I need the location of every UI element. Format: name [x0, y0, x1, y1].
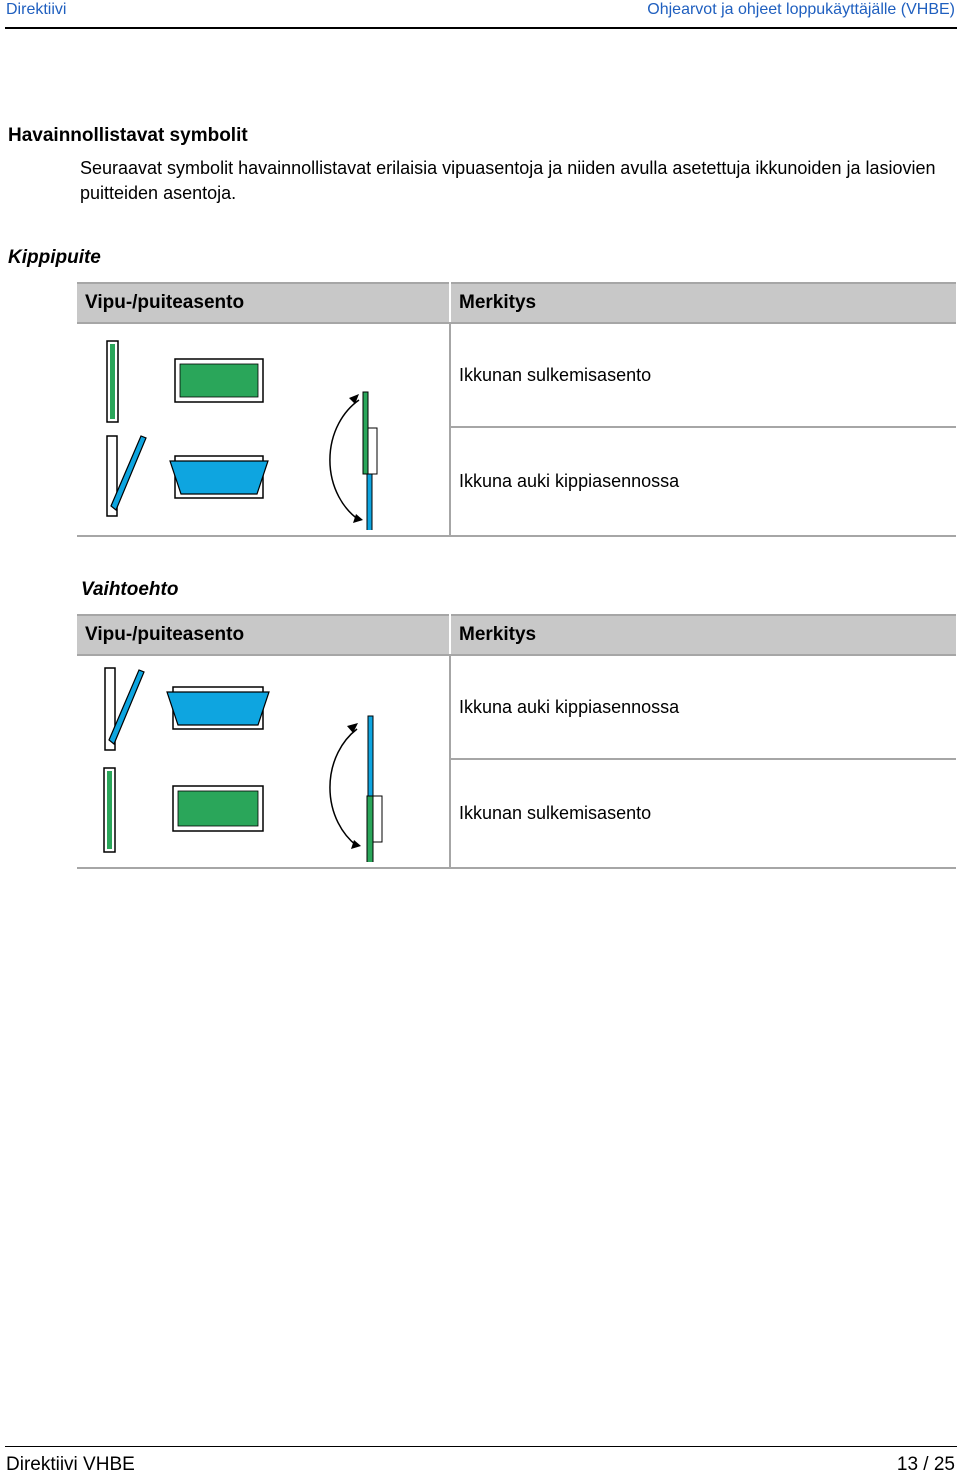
table1-col2-header: Merkitys — [450, 283, 956, 323]
footer-rule — [5, 1446, 957, 1447]
table2-title: Vaihtoehto — [81, 579, 179, 600]
window-tilted-icon — [167, 687, 269, 729]
header-doc-title: Ohjearvot ja ohjeet loppukäyttäjälle (VHBE) — [647, 1, 955, 18]
table2-symbols — [77, 614, 956, 869]
tilt-arc-arrow-icon — [330, 394, 363, 523]
table1-row2-meaning: Ikkuna auki kippiasennossa — [450, 427, 956, 536]
alt-window-symbols — [77, 656, 441, 862]
sash-side-view-icon — [363, 392, 377, 530]
table2-symbol-cell — [77, 655, 450, 868]
table2-col2-header: Merkitys — [450, 615, 956, 655]
lever-closed-icon — [104, 768, 115, 852]
table2-row1-meaning: Ikkuna auki kippiasennossa — [450, 655, 956, 759]
lever-tilted-icon — [107, 436, 146, 516]
table1-header-row — [77, 283, 956, 323]
window-tilted-icon — [170, 456, 268, 498]
header-doc-type: Direktiivi — [6, 1, 67, 18]
table-row — [77, 323, 956, 427]
footer-doc-name: Direktiivi VHBE — [6, 1454, 135, 1475]
section-intro: Seuraavat symbolit havainnollistavat erilaisia vipuasentoja ja niiden avulla asetettuja ikkunoiden ja lasiovien puitteiden asentoja. — [80, 158, 936, 203]
window-closed-icon — [175, 359, 263, 402]
table1-col1-header: Vipu-/puiteasento — [77, 283, 450, 323]
footer-page-number: 13 / 25 — [896, 1454, 955, 1475]
table2-col1-header: Vipu-/puiteasento — [77, 615, 450, 655]
tilt-window-symbols — [77, 324, 441, 530]
table1-symbols — [77, 282, 956, 537]
lever-tilted-icon — [105, 668, 144, 750]
table1-title: Kippipuite — [8, 247, 101, 268]
section-title: Havainnollistavat symbolit — [8, 125, 248, 146]
header-rule — [5, 27, 957, 29]
sash-side-view-icon — [367, 716, 382, 862]
window-closed-icon — [173, 786, 263, 831]
table1-symbol-cell — [77, 323, 450, 536]
lever-closed-icon — [107, 341, 118, 422]
tilt-arc-arrow-icon — [330, 723, 361, 849]
table2-row2-meaning: Ikkunan sulkemisasento — [450, 759, 956, 868]
table1-row1-meaning: Ikkunan sulkemisasento — [450, 323, 956, 427]
table-row — [77, 655, 956, 759]
table2-header-row — [77, 615, 956, 655]
